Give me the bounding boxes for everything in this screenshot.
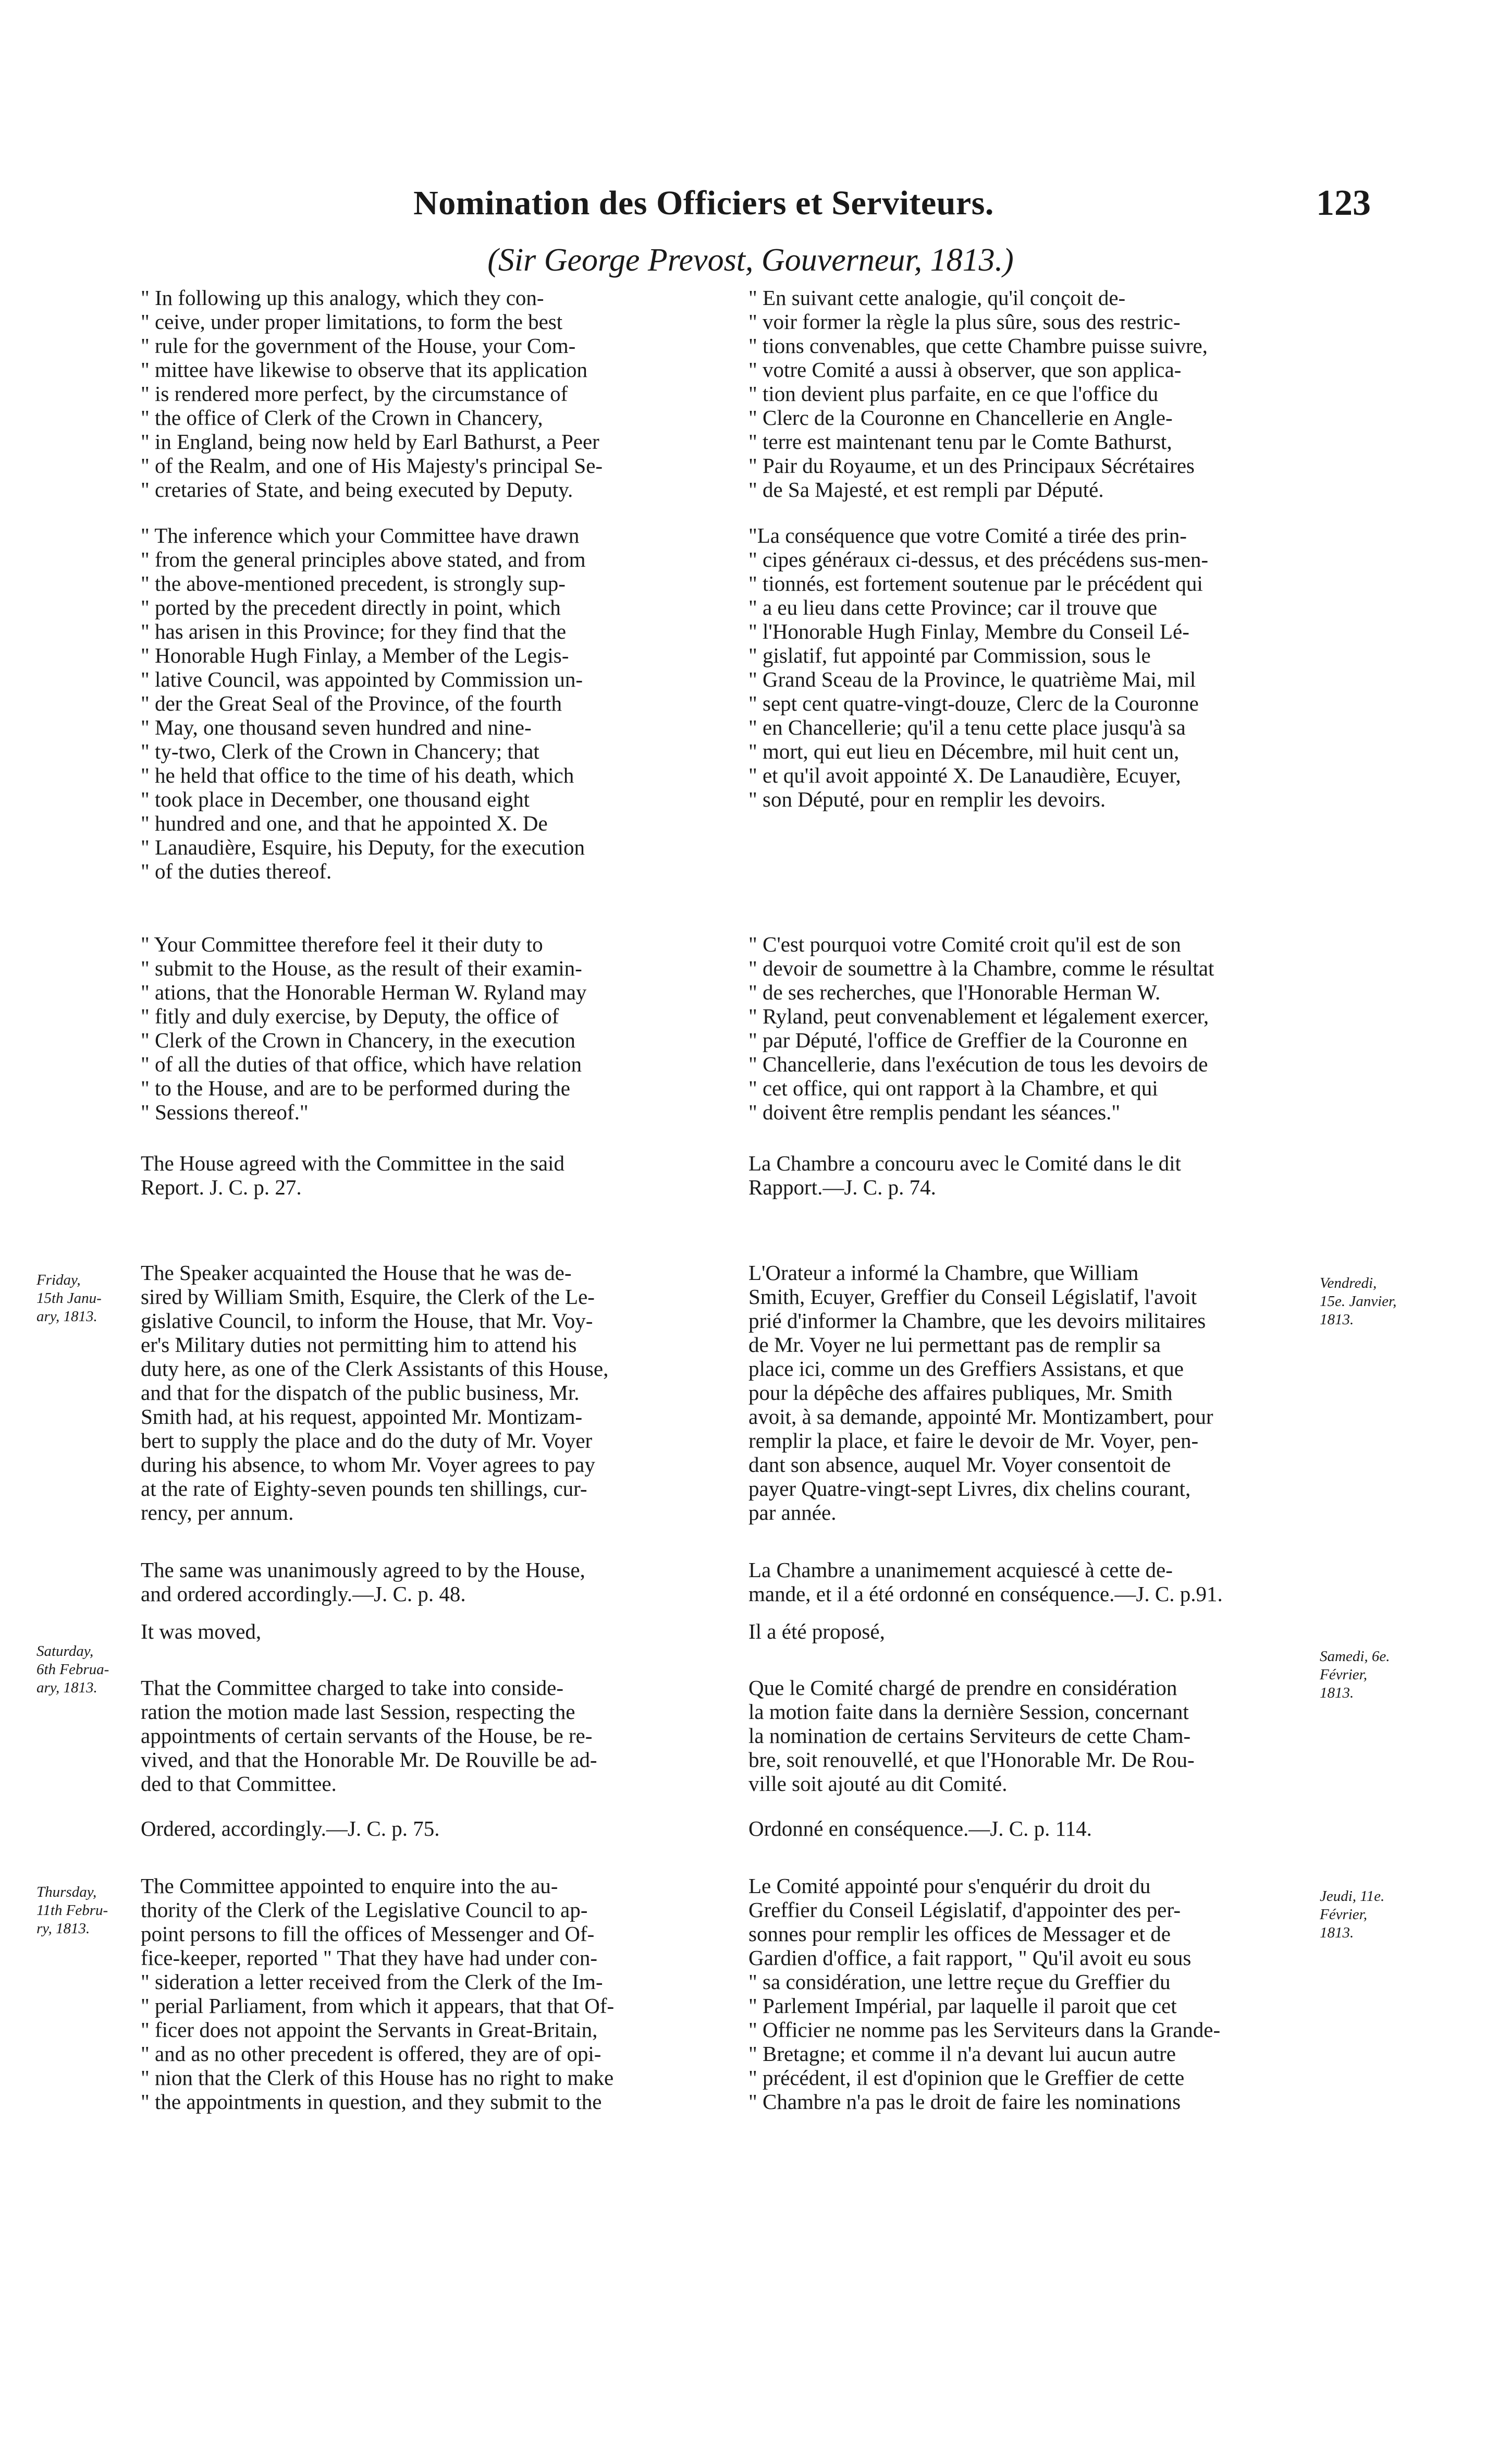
paragraph-fr-3: " C'est pourquoi votre Comité croit qu'il est de son " devoir de soumettre à la Chambre, comme le résultat " de ses recherches, que l'Honorable Herman W. " Ryland, peut convenablement et légalement exercer, " par Député, l'office de Greffier de la Couronne en " Chancellerie, dans l'exécution de tous les devoirs de " cet office, qui ont rapport à la Chambre, et qui " doivent être remplis pendant les séances.": [748, 932, 1214, 1124]
margin-date-right: Jeudi, 11e. Février, 1813.: [1320, 1888, 1385, 1941]
paragraph-fr-7: Il a été proposé,: [748, 1619, 885, 1643]
margin-date-right: Samedi, 6e. Février, 1813.: [1320, 1648, 1390, 1701]
margin-date-right: Vendredi, 15e. Janvier, 1813.: [1320, 1275, 1397, 1328]
paragraph-en-5: The Speaker acquainted the House that he was de- sired by William Smith, Esquire, the Clerk of the Le- gislative Council, to inform the House, that Mr. Voy- er's Military duties not permitting him to attend his duty here, as one of the Clerk Assistants of this House, and that for the dispatch of the public business, Mr. Smith had, at his request, appointed Mr. Montizam- bert to supply the place and do the duty of Mr. Voyer during his absence, to whom Mr. Voyer agrees to pay at the rate of Eighty-seven pounds ten shillings, cur- rency, per annum.: [141, 1261, 609, 1524]
paragraph-fr-5: L'Orateur a informé la Chambre, que William Smith, Ecuyer, Greffier du Conseil Législatif, l'avoit prié d'informer la Chambre, que les devoirs militaires de Mr. Voyer ne lui permettant pas de remplir sa place ici, comme un des Greffiers Assistans, et que pour la dépêche des affaires publiques, Mr. Smith avoit, à sa demande, appointé Mr. Montizambert, pour remplir la place, et faire le devoir de Mr. Voyer, pen- dant son absence, auquel Mr. Voyer consentoit de payer Quatre-vingt-sept Livres, dix chelins courant, par année.: [748, 1261, 1213, 1524]
margin-date-left: Friday, 15th Janu- ary, 1813.: [36, 1272, 102, 1325]
paragraph-fr-6: La Chambre a unanimement acquiescé à cette de- mande, et il a été ordonné en conséquence.—J. C. p.91.: [748, 1558, 1223, 1606]
page-subtitle: (Sir George Prevost, Gouverneur, 1813.): [487, 242, 1014, 278]
paragraph-en-1: " In following up this analogy, which they con- " ceive, under proper limitations, to form the best " rule for the government of the House, your Com- " mittee have likewise to observe that its application " is rendered more perfect, by the circumstance of " the office of Clerk of the Crown in Chancery, " in England, being now held by Earl Bathurst, a Peer " of the Realm, and one of His Majesty's principal Se- " cretaries of State, and being executed by Deputy.: [141, 286, 603, 502]
paragraph-en-3: " Your Committee therefore feel it their duty to " submit to the House, as the result of their examin- " ations, that the Honorable Herman W. Ryland may " fitly and duly exercise, by Deputy, the office of " Clerk of the Crown in Chancery, in the execution " of all the duties of that office, which have relation " to the House, and are to be performed during the " Sessions thereof.": [141, 932, 587, 1124]
paragraph-en-9: Ordered, accordingly.—J. C. p. 75.: [141, 1816, 440, 1840]
paragraph-fr-1: " En suivant cette analogie, qu'il conçoit de- " voir former la règle la plus sûre, sous des restric- " tions convenables, que cette Chambre puisse suivre, " votre Comité a aussi à observer, que son applica- " tion devient plus parfaite, en ce que l'office du " Clerc de la Couronne en Chancellerie en Angle- " terre est maintenant tenu par le Comte Bathurst, " Pair du Royaume, et un des Principaux Sécrétaires " de Sa Majesté, et est rempli par Député.: [748, 286, 1208, 502]
paragraph-en-4: The House agreed with the Committee in the said Report. J. C. p. 27.: [141, 1151, 564, 1199]
page-title: Nomination des Officiers et Serviteurs.: [413, 184, 994, 222]
paragraph-fr-2: "La conséquence que votre Comité a tirée des prin- " cipes généraux ci-dessus, et des précédens sus-men- " tionnés, est fortement soutenue par le précédent qui " a eu lieu dans cette Province; car il trouve que " l'Honorable Hugh Finlay, Membre du Conseil Lé- " gislatif, fut appointé par Commission, sous le " Grand Sceau de la Province, le quatrième Mai, mil " sept cent quatre-vingt-douze, Clerc de la Couronne " en Chancellerie; qu'il a tenu cette place jusqu'à sa " mort, qui eut lieu en Décembre, mil huit cent un, " et qu'il avoit appointé X. De Lanaudière, Ecuyer, " son Député, pour en remplir les devoirs.: [748, 523, 1208, 811]
paragraph-fr-9: Ordonné en conséquence.—J. C. p. 114.: [748, 1816, 1092, 1840]
paragraph-en-6: The same was unanimously agreed to by the House, and ordered accordingly.—J. C. p. 48.: [141, 1558, 585, 1606]
paragraph-fr-10: Le Comité appointé pour s'enquérir du droit du Greffier du Conseil Législatif, d'appointer des per- sonnes pour remplir les offices de Messager et de Gardien d'office, a fait rapport, " Qu'il avoit eu sous " sa considération, une lettre reçue du Greffier du " Parlement Impérial, par laquelle il paroit que cet " Officier ne nomme pas les Serviteurs dans la Grande- " Bretagne; et comme il n'a devant lui aucun autre " précédent, il est d'opinion que le Greffier de cette " Chambre n'a pas le droit de faire les nominations: [748, 1874, 1221, 2114]
paragraph-en-2: " The inference which your Committee have drawn " from the general principles above stated, and from " the above-mentioned precedent, is strongly sup- " ported by the precedent directly in point, which " has arisen in this Province; for they find that the " Honorable Hugh Finlay, a Member of the Legis- " lative Council, was appointed by Commission un- " der the Great Seal of the Province, of the fourth " May, one thousand seven hundred and nine- " ty-two, Clerk of the Crown in Chancery; that " he held that office to the time of his death, which " took place in December, one thousand eight " hundred and one, and that he appointed X. De " Lanaudière, Esquire, his Deputy, for the execution " of the duties thereof.: [141, 523, 586, 883]
paragraph-en-8: That the Committee charged to take into conside- ration the motion made last Session, respecting the appointments of certain servants of the House, be re- vived, and that the Honorable Mr. De Rouville be ad- ded to that Committee.: [141, 1676, 597, 1796]
paragraph-en-7: It was moved,: [141, 1619, 262, 1643]
paragraph-fr-8: Que le Comité chargé de prendre en considération la motion faite dans la dernière Session, concernant la nomination de certains Serviteurs de cette Cham- bre, soit renouvellé, et que l'Honorable Mr. De Rou- ville soit ajouté au dit Comité.: [748, 1676, 1195, 1796]
page-number: 123: [1316, 183, 1371, 223]
margin-date-left: Saturday, 6th Februa- ary, 1813.: [36, 1643, 109, 1696]
margin-date-left: Thursday, 11th Febru- ry, 1813.: [36, 1884, 108, 1937]
paragraph-en-10: The Committee appointed to enquire into the au- thority of the Clerk of the Legislative Council to ap- point persons to fill the offices of Messenger and Of- fice-keeper, reported " That they have had under con- " sideration a letter received from the Clerk of the Im- " perial Parliament, from which it appears, that that Of- " ficer does not appoint the Servants in Great-Britain, " and as no other precedent is offered, they are of opi- " nion that the Clerk of this House has no right to make " the appointments in question, and they submit to the: [141, 1874, 615, 2114]
paragraph-fr-4: La Chambre a concouru avec le Comité dans le dit Rapport.—J. C. p. 74.: [748, 1151, 1181, 1199]
